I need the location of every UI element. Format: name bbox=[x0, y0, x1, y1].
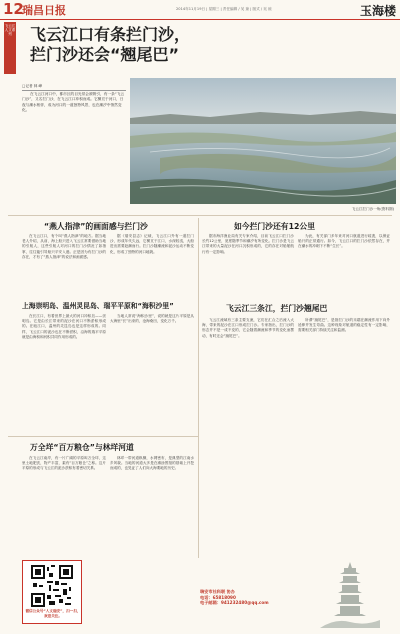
section-2-paragraph-1: 据市海洋渔业局有关专家介绍，目前飞云江口拦门沙长约12公里，宽度随季节和潮汐有所变化。拦门沙是飞云江带来的大量泥沙在河口沉积形成的，它的存在对船舶航行有一定影响。 bbox=[202, 234, 294, 254]
intro-paragraph: 在飞云江河口中，都市区的目光常会被吸引，有一条“飞云门沙”，又名拦门沙，在飞云江口冲积而成。它横亘于河口，日夜与潮水相伴，成为河口的一道独特风景，也在潮汐中悄然变化。 bbox=[22, 92, 125, 113]
section-2-paragraph-2: 为此，有关部门多年来对河口航道进行疏浚，以保证船只的正常通行。如今，飞云江口的拦门沙依然存在，并在潮水的冲刷下不断“生长”。 bbox=[298, 234, 390, 249]
section-12km-title: 如今拦门沙还有12公里 bbox=[234, 222, 316, 231]
section-4-paragraph-2: 所谓“翘尾巴”，是指拦门沙的末端在潮流作用下向外延伸并发生弯曲。这种现象对航道的稳定性有一定影响，需要相关部门持续关注和监测。 bbox=[298, 318, 390, 333]
paper-name: 瑞昌日报 bbox=[22, 4, 66, 17]
photo-caption: 飞云江拦门沙一角(资料图) bbox=[351, 207, 394, 211]
section-3-paragraph-1: 在长江口，有着世界上最大的河口冲积岛——崇明岛。它是由长江带来的泥沙在河口不断淤积形成的。在瓯江口，温州的灵昆岛也是这样形成的。同样，飞云江口的泥沙也在不断淤积，沿海的瑞平平原就是由海积和河积共同作用形成的。 bbox=[22, 314, 106, 339]
section-燕人指津-title: “燕人指津”的画面感与拦门沙 bbox=[44, 222, 148, 231]
horizontal-divider-2 bbox=[8, 436, 198, 437]
section-5-paragraph-1: 在飞云江南岸，有一片广阔的平原叫万全垟，这里土地肥沃，物产丰富，素有“百万粮仓”之称。这片平原的形成与飞云江的泥沙淤积有着密切关系。 bbox=[22, 456, 106, 471]
contact-info bbox=[200, 589, 320, 606]
section-翘尾巴-title: 飞云江三条江，拦门沙翘尾巴 bbox=[226, 304, 328, 313]
section-name: 玉海楼 bbox=[359, 4, 396, 18]
series-tag: 飞云江人文系列 bbox=[4, 22, 16, 74]
section-万全垟-title: 万全垟“百万粮仓”与林垟河道 bbox=[30, 443, 134, 452]
page-number: 12 bbox=[3, 0, 24, 18]
qr-code-box bbox=[22, 560, 82, 624]
author-byline: □记者 林 峰 bbox=[22, 84, 126, 91]
river-photo bbox=[130, 78, 396, 204]
date-line: 2014年11月19日 | 星期三 | 责任编辑 / 吴 琼 | 版式 / 吴 琼 bbox=[176, 7, 272, 11]
river-landscape-image bbox=[130, 78, 396, 204]
main-title-line-1: 飞云江口有条拦门沙， bbox=[30, 25, 191, 44]
organizer-label: 瑞安市社科联 协办 bbox=[200, 589, 235, 594]
pagoda-illustration bbox=[320, 560, 380, 628]
vertical-divider bbox=[198, 218, 199, 558]
page-header bbox=[0, 0, 400, 20]
section-5-paragraph-2: 林垟一带河道纵横，水网密布，是典型的江南水乡风貌。当地的河道大多是在滩涂围垦的基础上开挖而成的，也见证了人们向大海要地的历史。 bbox=[110, 456, 194, 471]
section-1-paragraph-2: 据《瑞安县志》记载，飞云江口外有一道拦门沙，形成年代久远，它横亘于江口，水深较浅，大船进出需要趁潮而行。拦门沙随潮流和泥沙运动不断变化，形成了独特的河口地貌。 bbox=[110, 234, 194, 254]
horizontal-divider-1 bbox=[8, 215, 392, 216]
main-title bbox=[30, 25, 190, 65]
section-4-paragraph-1: 飞云江流域有三条主要支流，它们在汇合之后流入大海，带来的泥沙在江口形成拦门沙。专家指出，拦门沙的形态并不是一成不变的，它会随着潮流和季节的变化而摆动，有时还会“翘尾巴”。 bbox=[202, 318, 294, 338]
qr-caption: 微信公众号“人文瑞安”，扫一扫，欢迎关注。 bbox=[25, 609, 81, 618]
email-text: 电子邮箱：941232480@qq.com bbox=[200, 600, 269, 606]
section-3-paragraph-2: 当地人常说“海积沙里”，说的就是这片平原是从大海里“长”出来的，沧海桑田，变化万千。 bbox=[110, 314, 194, 324]
qr-code-icon[interactable] bbox=[31, 565, 73, 607]
phone-text: 电话：65818090 bbox=[200, 594, 236, 600]
section-崇明岛-title: 上海崇明岛、温州灵昆岛、瑞平平原和“海积沙里” bbox=[22, 302, 174, 310]
main-title-line-2: 拦门沙还会“翘尾巴” bbox=[30, 45, 180, 64]
section-1-paragraph-1: 在飞云江口，有个叫“燕人指津”的地方。据当地老人介绍，从前，海上船只进入飞云江常要借助当地的引航人，这些引航人对河口的拦门沙情况了如指掌，往往能引导船只平安入港。正是因为有拦门沙的存在，才有了“燕人指津”的说法和画面感。 bbox=[22, 234, 106, 259]
